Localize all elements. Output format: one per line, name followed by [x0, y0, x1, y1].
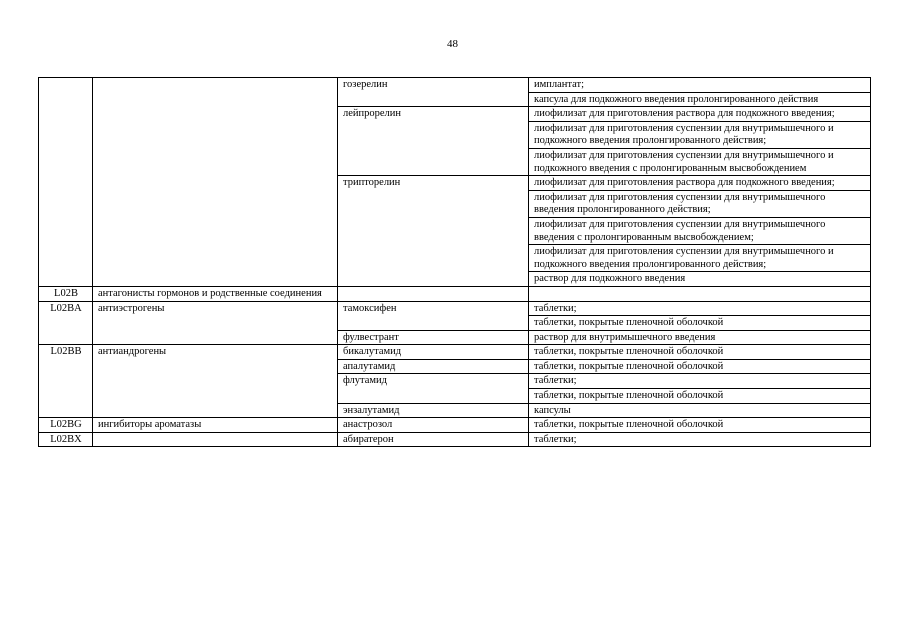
drug-name-cell: тамоксифен: [338, 301, 529, 330]
dosage-form-cell: лиофилизат для приготовления суспензии для внутримышечного и подкожного введения с пролонгированным высвобождением: [529, 148, 871, 175]
group-name-cell: антагонисты гормонов и родственные соединения: [93, 286, 338, 301]
dosage-form-cell: имплантат;: [529, 78, 871, 93]
table-row: [39, 301, 871, 316]
dosage-form-cell: таблетки, покрытые пленочной оболочкой: [529, 345, 871, 360]
dosage-form-cell: таблетки;: [529, 301, 871, 316]
dosage-form-cell: раствор для внутримышечного введения: [529, 330, 871, 345]
table-row: [39, 418, 871, 433]
dosage-form-cell: таблетки, покрытые пленочной оболочкой: [529, 359, 871, 374]
atc-code-cell: L02BB: [39, 345, 93, 418]
drug-name-cell: лейпрорелин: [338, 107, 529, 176]
table-row: [39, 432, 871, 447]
dosage-form-cell: лиофилизат для приготовления суспензии для внутримышечного и подкожного введения пролонгированного действия;: [529, 121, 871, 148]
drug-name-cell: трипторелин: [338, 176, 529, 287]
atc-code-cell: L02BG: [39, 418, 93, 433]
drug-name-cell: абиратерон: [338, 432, 529, 447]
dosage-form-cell: лиофилизат для приготовления суспензии для внутримышечного введения пролонгированного действия;: [529, 190, 871, 217]
group-name-cell: антиандрогены: [93, 345, 338, 418]
drug-table-body: [39, 78, 871, 447]
table-row: [39, 286, 871, 301]
dosage-form-cell: капсула для подкожного введения пролонгированного действия: [529, 92, 871, 107]
dosage-form-cell: раствор для подкожного введения: [529, 272, 871, 287]
atc-code-cell: L02BX: [39, 432, 93, 447]
drug-name-cell: энзалутамид: [338, 403, 529, 418]
drug-name-cell: флутамид: [338, 374, 529, 403]
table-row: [39, 345, 871, 360]
dosage-form-cell: лиофилизат для приготовления раствора для подкожного введения;: [529, 176, 871, 191]
dosage-form-cell: лиофилизат для приготовления суспензии для внутримышечного введения с пролонгированным высвобождением;: [529, 217, 871, 244]
group-name-cell: [93, 432, 338, 447]
dosage-form-cell: лиофилизат для приготовления суспензии для внутримышечного и подкожного введения пролонгированного действия;: [529, 245, 871, 272]
page-number: 48: [447, 38, 458, 50]
dosage-form-cell: таблетки;: [529, 432, 871, 447]
atc-code-cell: L02BA: [39, 301, 93, 345]
group-name-cell: [93, 78, 338, 287]
dosage-form-cell: таблетки, покрытые пленочной оболочкой: [529, 389, 871, 404]
drug-table: [38, 77, 871, 447]
dosage-form-cell: таблетки, покрытые пленочной оболочкой: [529, 316, 871, 331]
atc-code-cell: L02B: [39, 286, 93, 301]
drug-name-cell: апалутамид: [338, 359, 529, 374]
drug-name-cell: [338, 286, 529, 301]
dosage-form-cell: капсулы: [529, 403, 871, 418]
dosage-form-cell: таблетки, покрытые пленочной оболочкой: [529, 418, 871, 433]
drug-name-cell: фулвестрант: [338, 330, 529, 345]
table-row: [39, 78, 871, 93]
drug-name-cell: бикалутамид: [338, 345, 529, 360]
group-name-cell: антиэстрогены: [93, 301, 338, 345]
drug-name-cell: анастрозол: [338, 418, 529, 433]
dosage-form-cell: [529, 286, 871, 301]
group-name-cell: ингибиторы ароматазы: [93, 418, 338, 433]
dosage-form-cell: лиофилизат для приготовления раствора для подкожного введения;: [529, 107, 871, 122]
dosage-form-cell: таблетки;: [529, 374, 871, 389]
drug-name-cell: гозерелин: [338, 78, 529, 107]
atc-code-cell: [39, 78, 93, 287]
